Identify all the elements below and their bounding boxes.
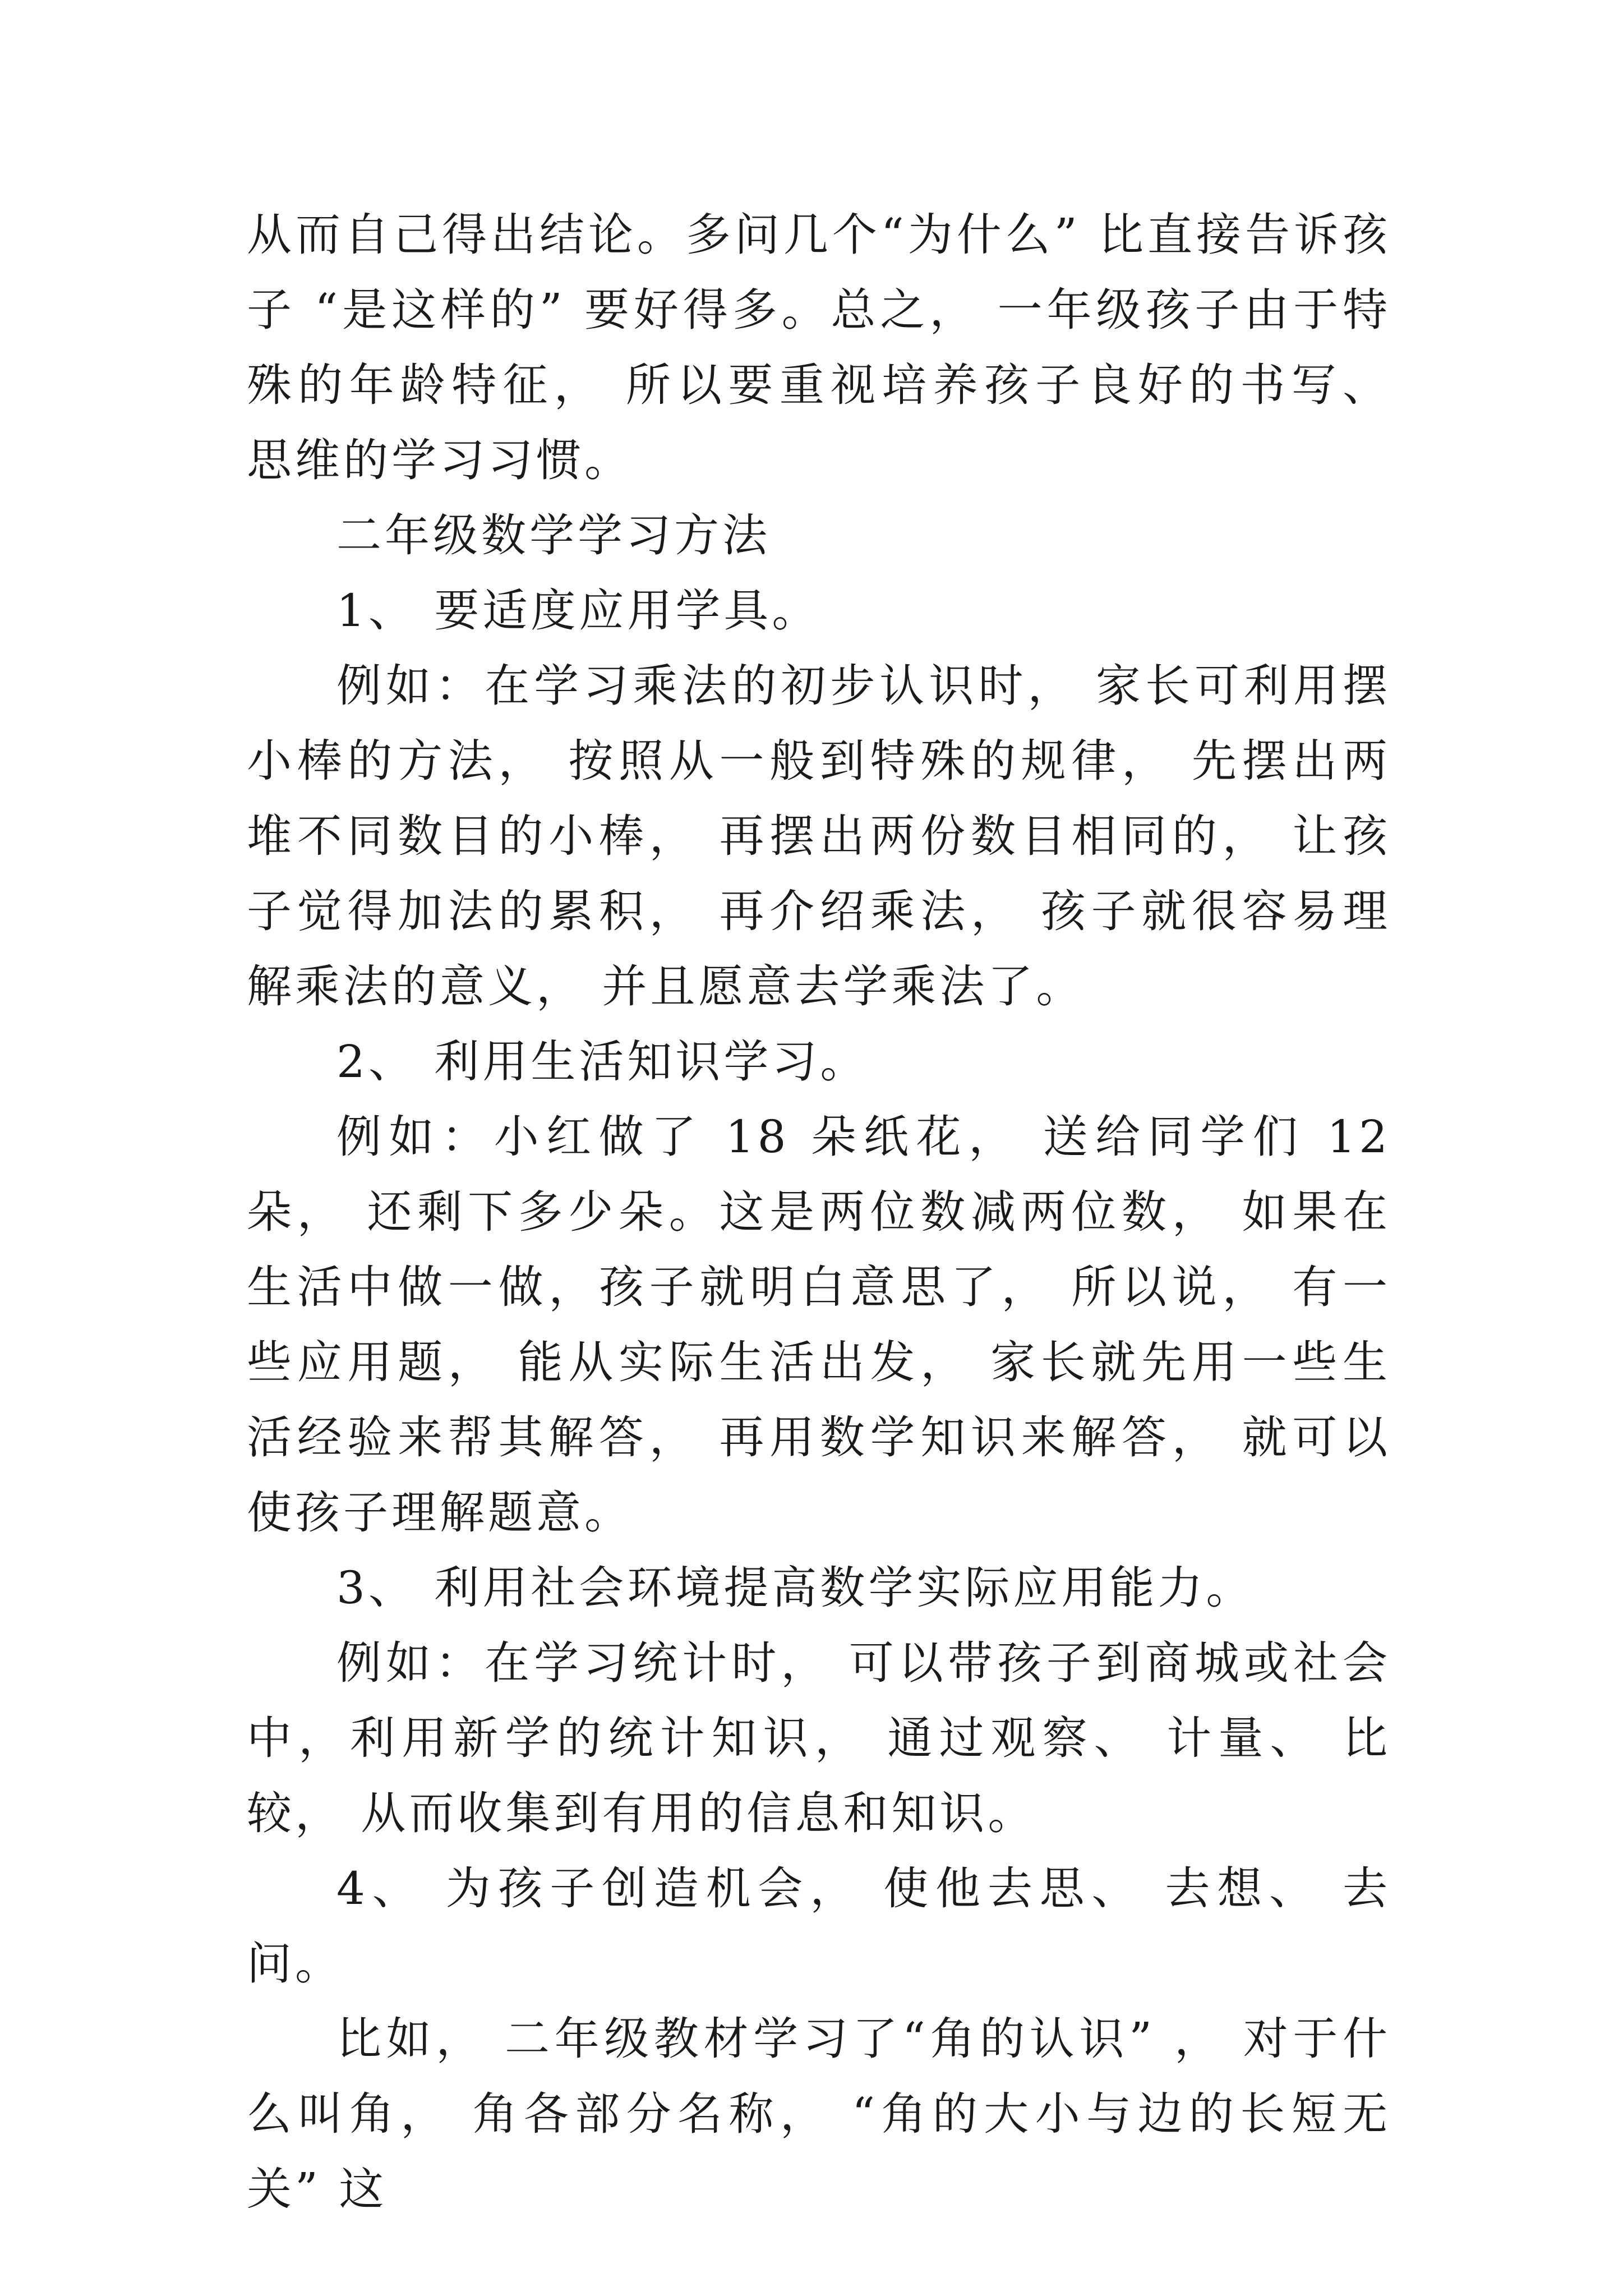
list-item-4-heading: 4、 为孩子创造机会， 使他去思、 去想、 去问。 [247,1862,1391,1990]
list-item-4-example: 比如， 二年级教材学习了“角的认识” ， 对于什么叫角， 角各部分名称， “角的大小与边的长短无关” 这 [247,2013,1391,2215]
document-body [247,197,1391,2227]
list-item-2-heading: 2、 利用生活知识学习。 [336,1036,869,1088]
section-heading: 二年级数学学习方法 [336,509,771,562]
list-item-1-heading: 1、 要适度应用学具。 [336,585,820,637]
list-item-3-heading: 3、 利用社会环境提高数学实际应用能力。 [336,1562,1255,1614]
list-item-1-example: 例如：在学习乘法的初步认识时， 家长可利用摆小棒的方法， 按照从一般到特殊的规律， 先摆出两堆不同数目的小棒， 再摆出两份数目相同的， 让孩子觉得加法的累积， 再介绍乘法， 孩子就很容易理解乘法的意义， 并且愿意去学乘法了。 [247,660,1391,1013]
list-item-2-example: 例如：小红做了 18 朵纸花， 送给同学们 12 朵， 还剩下多少朵。这是两位数减两位数， 如果在生活中做一做，孩子就明白意思了， 所以说， 有一些应用题， 能从实际生活出发， 家长就先用一些生活经验来帮其解答， 再用数学知识来解答， 就可以使孩子理解题意。 [247,1111,1391,1539]
paragraph-continuation: 从而自己得出结论。多问几个“为什么” 比直接告诉孩子 “是这样的” 要好得多。总之， 一年级孩子由于特殊的年龄特征， 所以要重视培养孩子良好的书写、 思维的学习习惯。 [247,209,1391,486]
list-item-3-example: 例如：在学习统计时， 可以带孩子到商城或社会中，利用新学的统计知识， 通过观察、 计量、 比较， 从而收集到有用的信息和知识。 [247,1637,1391,1839]
